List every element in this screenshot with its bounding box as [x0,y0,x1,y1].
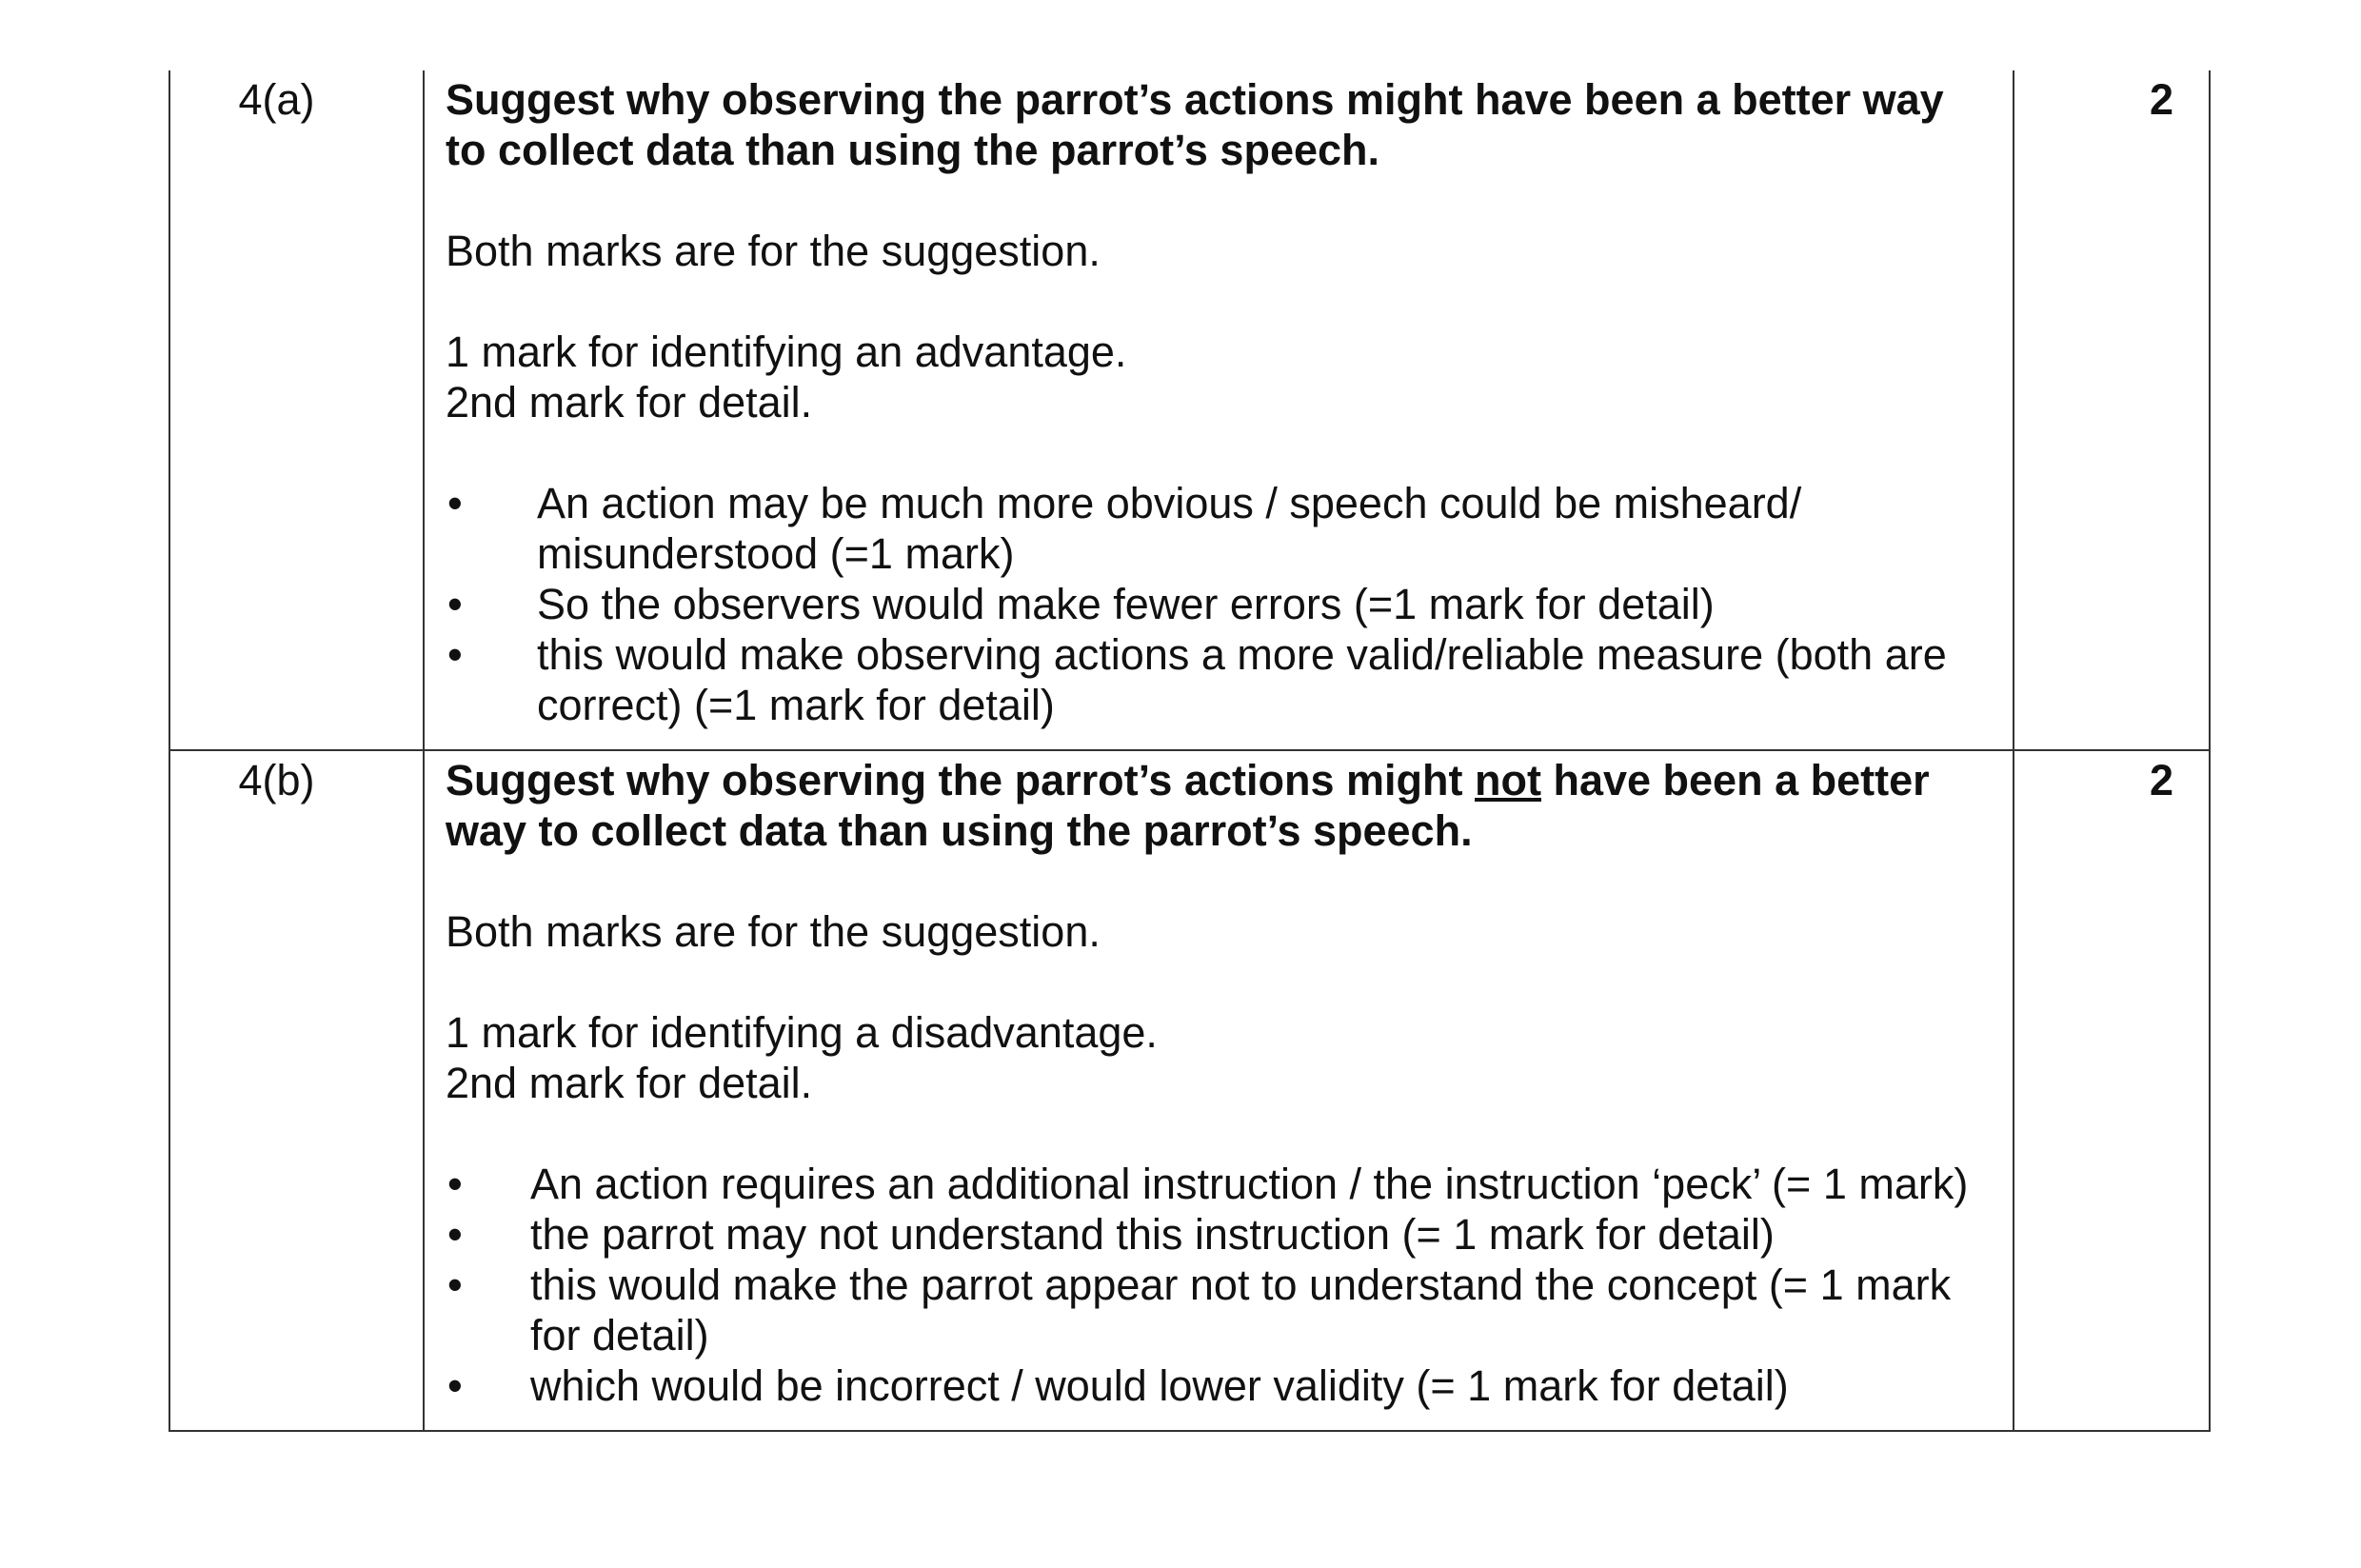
marks-cell [2014,750,2210,1431]
question-number-cell [169,70,424,750]
question-text-part: Suggest why observing the parrot’s actions might [446,756,1475,804]
bullet-icon: • [447,580,463,628]
list-item-text: this would make observing actions a more valid/reliable measure (both are correct) (=1 mark for detail) [537,630,1947,729]
criteria-line: 2nd mark for detail. [446,378,813,427]
question-text: Suggest why observing the parrot’s actions might have been a better way to collect data than using the parrot’s speech. [446,75,1944,174]
bullet-icon: • [447,1210,463,1259]
answer-cell [424,70,2014,750]
bullet-icon: • [447,1361,463,1410]
question-number: 4(a) [238,75,315,124]
question-text [446,755,1992,856]
question-text-part: have been a better way to collect data than using the parrot’s speech. [446,756,1930,855]
marks-cell [2014,70,2210,750]
marks-value: 2 [2149,756,2173,804]
list-item [446,1260,1992,1360]
table-row-4b [169,750,2210,1431]
list-item-text: An action may be much more obvious / speech could be misheard/ misunderstood (=1 mark) [537,479,1802,578]
list-item [446,1209,1992,1260]
bullet-icon: • [447,479,463,527]
marks-value: 2 [2149,75,2173,124]
answer-cell [424,750,2014,1431]
list-item-text: An action requires an additional instruction / the instruction ‘peck’ (= 1 mark) [530,1160,1969,1208]
list-item-text: So the observers would make fewer errors (=1 mark for detail) [537,580,1715,628]
marks-note: Both marks are for the suggestion. [446,227,1101,275]
list-item-text: the parrot may not understand this instruction (= 1 mark for detail) [530,1210,1775,1259]
question-text-underlined: not [1475,756,1541,804]
list-item-text: which would be incorrect / would lower validity (= 1 mark for detail) [530,1361,1789,1410]
list-item [446,629,1992,730]
question-number-cell [169,750,424,1431]
bullet-icon: • [447,1260,463,1309]
list-item [446,1159,1992,1209]
answer-bullet-list [446,1159,1992,1411]
bullet-icon: • [447,630,463,679]
bullet-icon: • [447,1160,463,1208]
question-number: 4(b) [238,756,315,804]
criteria-line: 2nd mark for detail. [446,1059,813,1107]
criteria-line: 1 mark for identifying an advantage. [446,327,1127,376]
marks-note: Both marks are for the suggestion. [446,907,1101,956]
list-item [446,579,1992,629]
mark-scheme-table [169,70,2211,1432]
list-item-text: this would make the parrot appear not to understand the concept (= 1 mark for detail) [530,1260,1952,1360]
table-row-4a [169,70,2210,750]
criteria-line: 1 mark for identifying a disadvantage. [446,1008,1158,1057]
answer-bullet-list [446,478,1992,730]
list-item [446,1360,1992,1411]
list-item [446,478,1992,579]
